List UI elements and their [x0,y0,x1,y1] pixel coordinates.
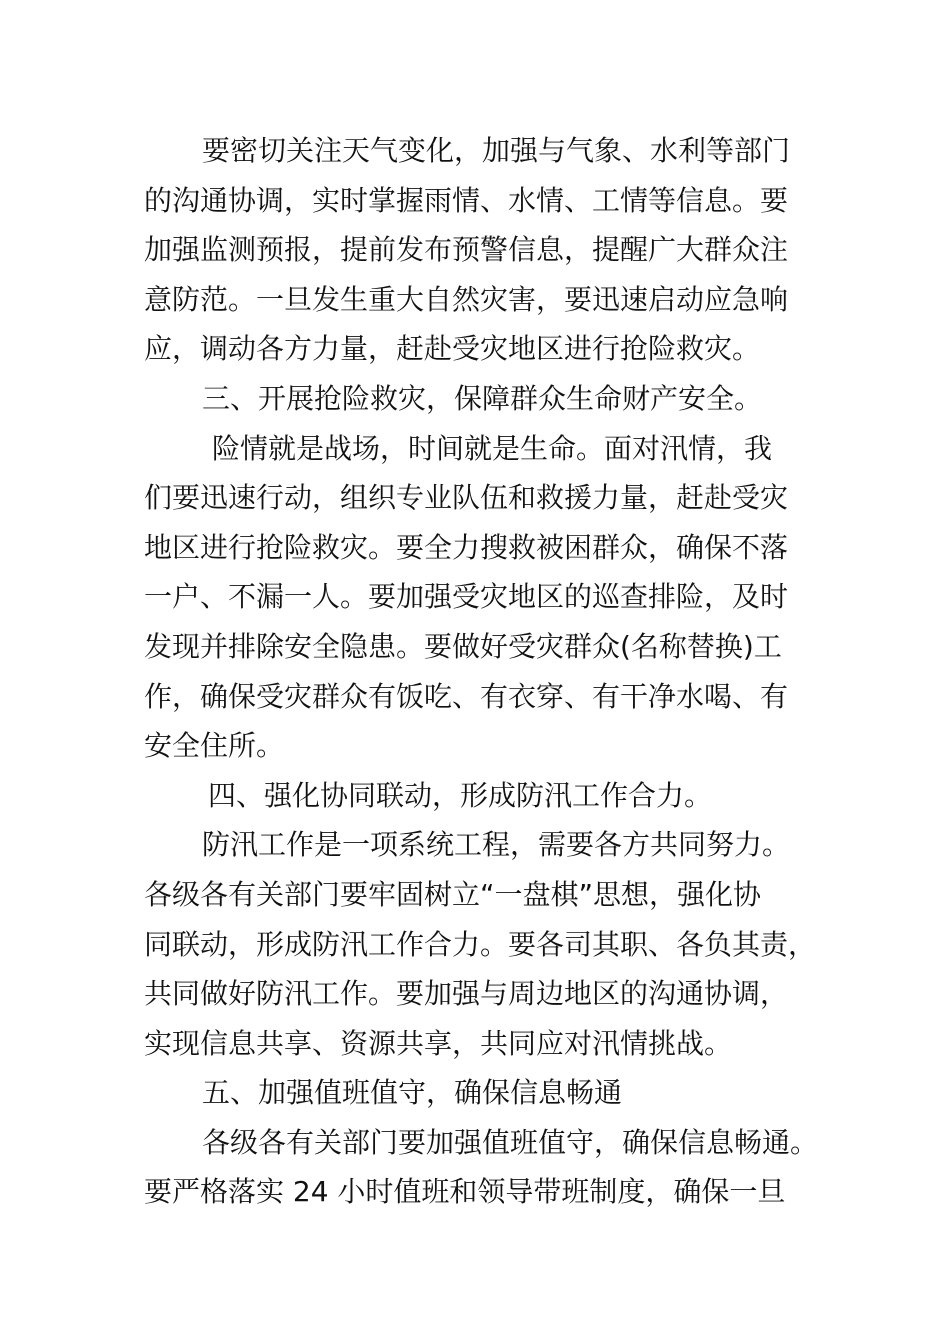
paragraph-line: 发现并排除安全隐患。要做好受灾群众(名称替换)工 [144,629,782,663]
paragraph-line: 实现信息共享、资源共享，共同应对汛情挑战。 [144,1026,733,1060]
document-body [144,126,824,1217]
paragraph-line: 的沟通协调，实时掌握雨情、水情、工情等信息。要 [144,183,789,217]
paragraph-line: 作，确保受灾群众有饭吃、有衣穿、有干净水喝、有 [144,679,789,713]
paragraph-line: 加强监测预报，提前发布预警信息，提醒广大群众注 [144,233,789,267]
paragraph-line: 各级各有关部门要牢固树立“一盘棋”思想，强化协 [144,877,762,911]
paragraph-line: 应，调动各方力量，赶赴受灾地区进行抢险救灾。 [144,332,761,366]
paragraph-line: 地区进行抢险救灾。要全力搜救被困群众，确保不落 [144,530,789,564]
paragraph-line: 要严格落实 24 小时值班和领导带班制度，确保一旦 [144,1175,786,1209]
paragraph-line: 同联动，形成防汛工作合力。要各司其职、各负其责， [144,927,817,961]
paragraph-line: 险情就是战场，时间就是生命。面对汛情，我 [212,431,773,465]
paragraph-line: 各级各有关部门要加强值班值守，确保信息畅通。 [202,1125,819,1159]
section-heading-5: 五、加强值班值守，确保信息畅通 [202,1076,623,1110]
paragraph-line: 安全住所。 [144,729,285,763]
paragraph-line: 共同做好防汛工作。要加强与周边地区的沟通协调， [144,977,789,1011]
paragraph-line: 要密切关注天气变化，加强与气象、水利等部门 [202,134,791,167]
paragraph-line: 们要迅速行动，组织专业队伍和救援力量，赶赴受灾 [144,481,789,515]
section-heading-4: 四、强化协同联动，形成防汛工作合力。 [208,778,713,812]
paragraph-line: 一户、不漏一人。要加强受灾地区的巡查排险，及时 [144,580,789,614]
section-heading-3: 三、开展抢险救灾，保障群众生命财产安全。 [202,381,763,415]
paragraph-line: 防汛工作是一项系统工程，需要各方共同努力。 [202,828,791,862]
paragraph-line: 意防范。一旦发生重大自然灾害，要迅速启动应急响 [144,282,789,316]
